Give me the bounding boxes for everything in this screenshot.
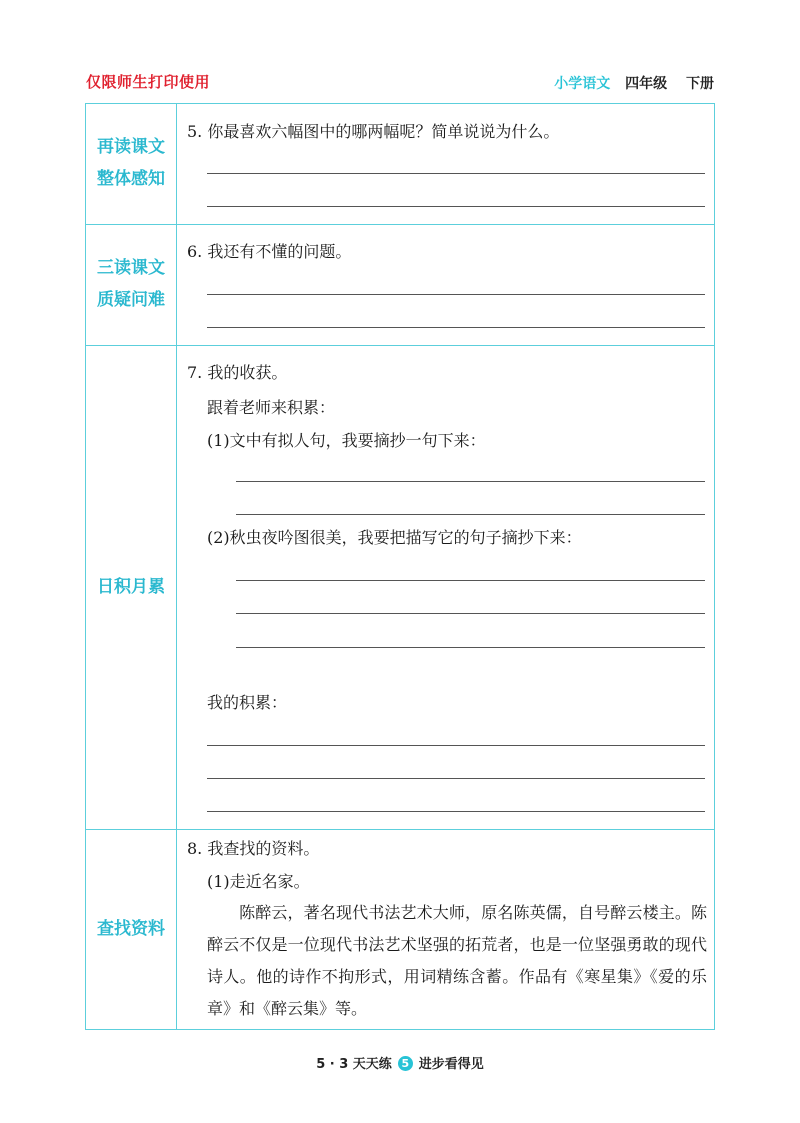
- answer-line[interactable]: [207, 745, 705, 746]
- footer-brand: 5 · 3 天天练: [316, 1057, 392, 1072]
- answer-line[interactable]: [207, 294, 705, 295]
- print-notice: 仅限师生打印使用: [86, 73, 211, 91]
- answer-line[interactable]: [207, 206, 705, 207]
- section-label-accumulate: 日积月累: [97, 577, 165, 597]
- answer-line[interactable]: [236, 481, 705, 482]
- item-2: (2)秋虫夜吟图很美，我要把描写它的句子摘抄下来：: [207, 528, 582, 547]
- footer-slogan: 进步看得见: [418, 1057, 484, 1072]
- column-divider: [176, 103, 177, 1030]
- answer-line[interactable]: [207, 173, 705, 174]
- section-label-reread: [86, 131, 176, 195]
- answer-line[interactable]: [236, 613, 705, 614]
- volume-label: 下册: [686, 76, 714, 92]
- instruction-text: 跟着老师来积累：: [207, 398, 336, 417]
- section-label-research: 查找资料: [97, 919, 165, 939]
- label-line: 整体感知: [97, 169, 165, 189]
- author-bio: [207, 897, 707, 1025]
- row-divider: [85, 224, 715, 225]
- section-label-question: [86, 252, 176, 316]
- answer-line[interactable]: [207, 327, 705, 328]
- worksheet-table: [85, 103, 715, 1030]
- answer-line[interactable]: [207, 778, 705, 779]
- item-1: (1)文中有拟人句，我要摘抄一句下来：: [207, 431, 486, 450]
- my-accumulation: 我的积累：: [207, 693, 288, 712]
- answer-line[interactable]: [236, 580, 705, 581]
- label-line: 再读课文: [97, 137, 165, 157]
- book-info: [554, 73, 714, 93]
- question-6: 6. 我还有不懂的问题。: [187, 242, 352, 261]
- question-7: 7. 我的收获。: [187, 363, 288, 382]
- question-8: 8. 我查找的资料。: [187, 839, 320, 858]
- row-divider: [85, 345, 715, 346]
- question-5: 5. 你最喜欢六幅图中的哪两幅呢？简单说说为什么。: [187, 122, 560, 141]
- footer-badge: 5: [398, 1056, 413, 1071]
- subject-label: 小学语文: [554, 76, 611, 92]
- row-divider: [85, 829, 715, 830]
- item-1: (1)走近名家。: [207, 872, 310, 891]
- answer-line[interactable]: [236, 514, 705, 515]
- footer: [0, 1053, 800, 1072]
- answer-line[interactable]: [236, 647, 705, 648]
- label-line: 质疑问难: [97, 290, 165, 310]
- author-bio-text: 陈醉云，著名现代书法艺术大师，原名陈英儒，自号醉云楼主。陈醉云不仅是一位现代书法艺术坚强的拓荒者，也是一位坚强勇敢的现代诗人。他的诗作不拘形式，用词精练含蓄。作品有《寒星集》《爱的乐章》和《醉云集》等。: [207, 903, 707, 1018]
- answer-line[interactable]: [207, 811, 705, 812]
- grade-label: 四年级: [625, 76, 668, 92]
- label-line: 三读课文: [97, 258, 165, 278]
